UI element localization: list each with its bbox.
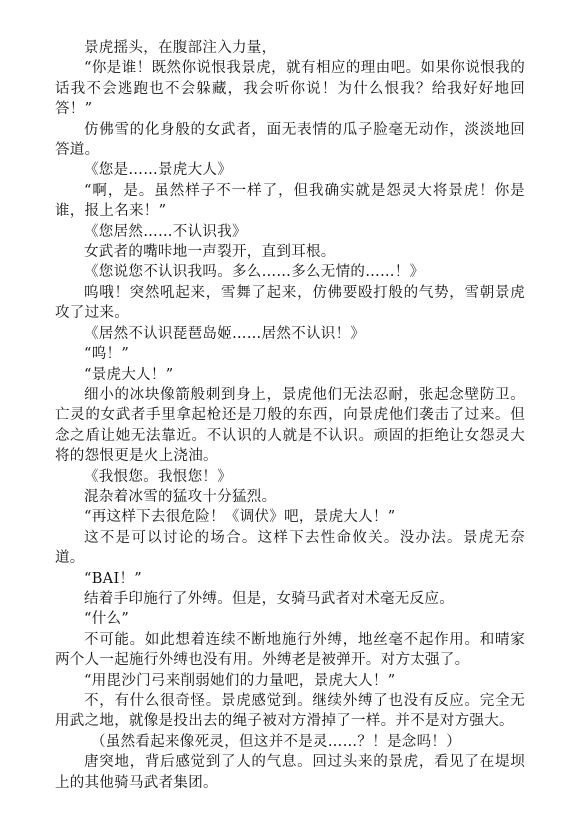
- paragraph: 唐突地，背后感觉到了人的气息。回过头来的景虎，看见了在堤坝上的其他骑马武者集团。: [55, 754, 525, 791]
- paragraph: “BAI！”: [84, 570, 142, 587]
- paragraph: 《您说您不认识我吗。多么……多么无情的……！》: [84, 264, 425, 281]
- document-page: [55, 38, 525, 793]
- paragraph: 细小的冰块像箭般刺到身上，景虎他们无法忍耐，张起念壁防卫。亡灵的女武者手里拿起枪还是刀般的东西，向景虎他们袭击了过来。但念之盾让她无法靠近。不认识的人就是不认识。顽固的拒绝让女怨灵大将的怨恨更是火上浇油。: [55, 386, 525, 465]
- paragraph: 呜哦！突然吼起来，雪舞了起来，仿佛要殴打般的气势，雪朝景虎攻了过来。: [55, 284, 525, 322]
- paragraph: “你是谁！既然你说恨我景虎，就有相应的理由吧。如果你说恨我的话我不会逃跑也不会躲藏，我会听你说！为什么恨我？给我好好地回答！”: [55, 60, 525, 118]
- paragraph: 不，有什么很奇怪。景虎感觉到。继续外缚了也没有反应。完全无用武之地，就像是投出去的绳子被对方滑掉了一样。并不是对方强大。: [55, 693, 525, 730]
- paragraph: “啊，是。虽然样子不一样了，但我确实就是怨灵大将景虎！你是谁，报上名来！”: [55, 182, 525, 220]
- paragraph: 这不是可以讨论的场合。这样下去性命攸关。没办法。景虎无奈道。: [55, 529, 525, 567]
- paragraph: 《您是……景虎大人》: [84, 162, 232, 179]
- paragraph: “什么”: [84, 611, 130, 628]
- paragraph: 女武者的嘴咔地一声裂开，直到耳根。: [84, 244, 336, 261]
- paragraph: 结着手印施行了外缚。但是，女骑马武者对术毫无反应。: [84, 590, 454, 607]
- paragraph: 景虎摇头，在腹部注入力量，: [84, 40, 277, 56]
- paragraph: 《您居然……不认识我》: [84, 223, 247, 240]
- paragraph: （虽然看起来像死灵，但这并不是灵……？！是念吗！）: [91, 733, 461, 750]
- paragraph: 仿佛雪的化身般的女武者，面无表情的瓜子脸毫无动作，淡淡地回答道。: [55, 121, 525, 159]
- paragraph: 《我恨您。我恨您！》: [84, 468, 232, 485]
- paragraph: “景虎大人！”: [84, 366, 174, 383]
- paragraph: “呜！”: [84, 346, 130, 363]
- paragraph: “用毘沙门弓来削弱她们的力量吧，景虎大人！”: [84, 672, 396, 689]
- paragraph: 《居然不认识琵琶岛姬……居然不认识！》: [84, 325, 366, 342]
- paragraph: “再这样下去很危险！《调伏》吧，景虎大人！”: [84, 509, 396, 526]
- paragraph: 不可能。如此想着连续不断地施行外缚，地丝毫不起作用。和晴家两个人一起施行外缚也没有用。外缚老是被弹开。对方太强了。: [55, 631, 525, 669]
- paragraph: 混杂着冰雪的猛攻十分猛烈。: [84, 488, 277, 505]
